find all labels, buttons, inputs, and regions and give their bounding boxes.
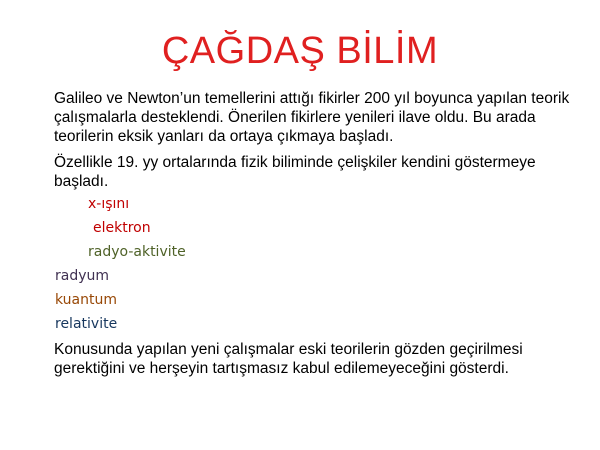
slide-title: ÇAĞDAŞ BİLİM: [161, 30, 439, 72]
term-electron: elektron: [93, 220, 151, 236]
paragraph-history: Galileo ve Newton’un temellerini attığı fikirler 200 yıl boyunca yapılan teorik çalışmalarla desteklendi. Önerilen fikirlere yenileri ilave oldu. Bu arada teorilerin eksik yanları da ortaya çıkmaya başladı.: [54, 90, 570, 145]
paragraph-conclusion: Konusunda yapılan yeni çalışmalar eski teorilerin gözden geçirilmesi gerektiğini ve herşeyin tartışmasız kabul edilemeyeceğini gösterdi.: [54, 341, 523, 377]
paragraph-contradictions: Özellikle 19. yy ortalarında fizik biliminde çelişkiler kendini göstermeye başladı.: [54, 154, 536, 190]
term-quantum: kuantum: [55, 292, 118, 308]
term-radioactivity: radyo-aktivite: [88, 244, 186, 260]
term-radium: radyum: [55, 268, 110, 284]
term-relativity: relativite: [55, 316, 118, 332]
term-x-ray: x-ışını: [88, 196, 130, 212]
